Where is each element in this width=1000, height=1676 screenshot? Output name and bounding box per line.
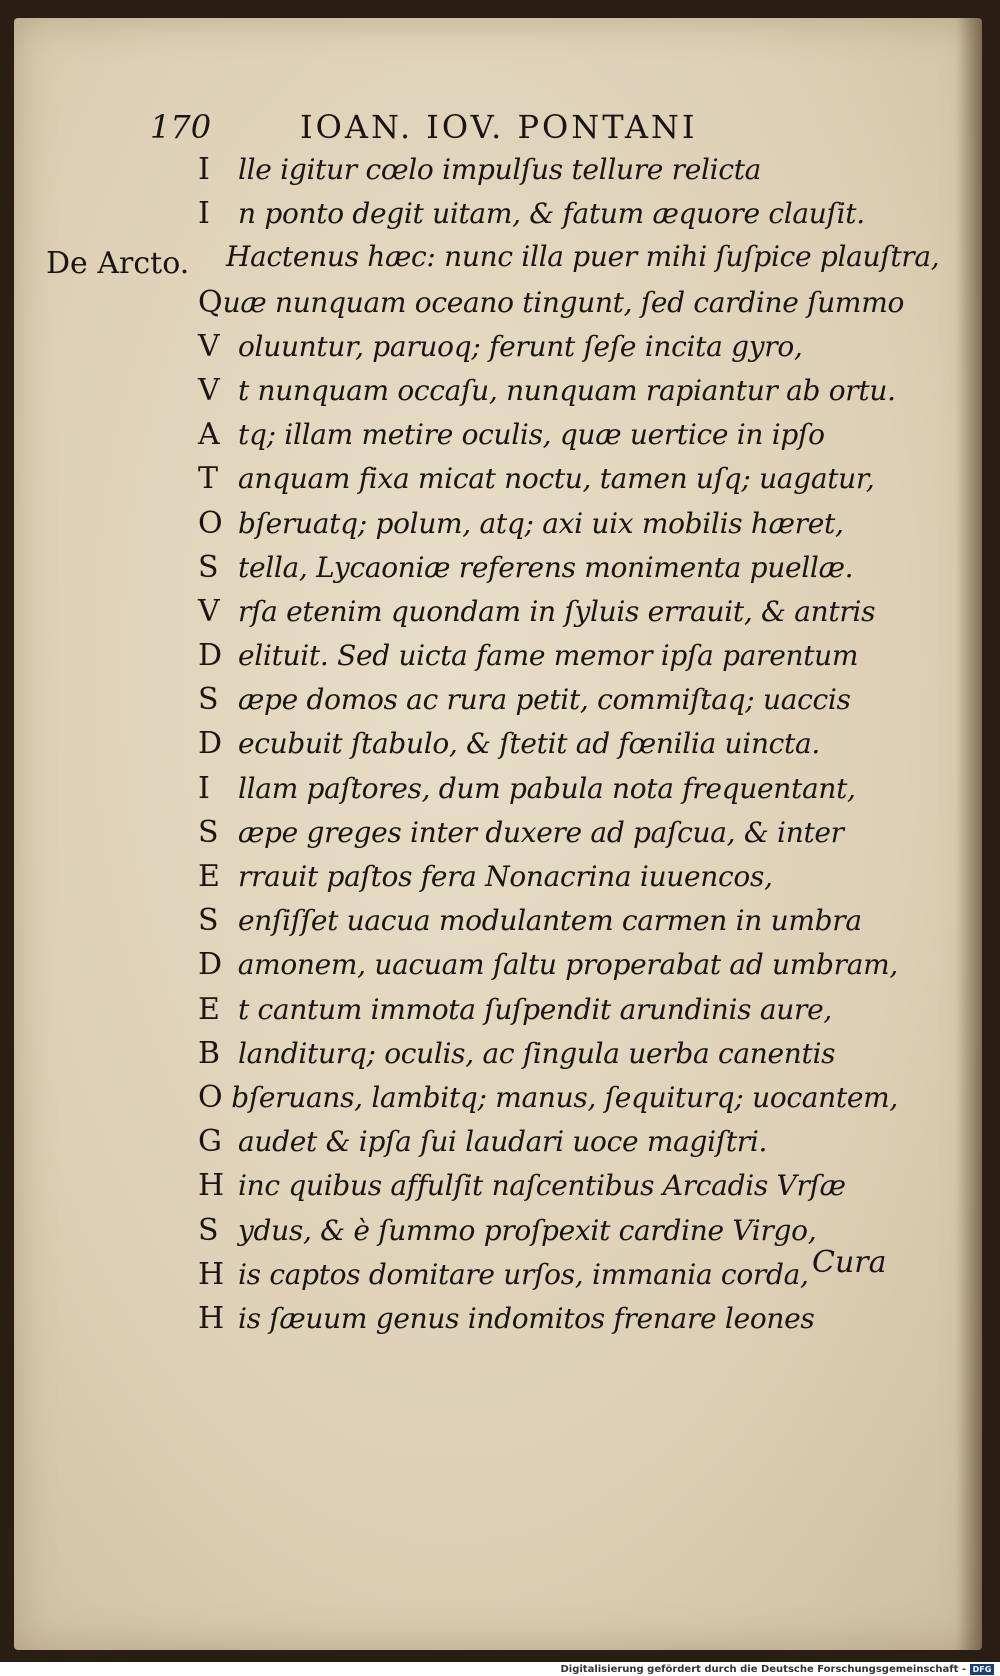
verse-line (198, 240, 940, 284)
verse-text: rſa etenim quondam in ſyluis errauit, & antris (238, 594, 876, 628)
verse-initial: Q (198, 284, 223, 320)
page-gutter-shadow (956, 18, 982, 1650)
verse-initial: I (198, 152, 210, 187)
verse-line (198, 726, 898, 770)
verse-text: amonem, uacuam ſaltu properabat ad umbram, (237, 948, 898, 982)
verse-line (198, 196, 898, 240)
verse-text: landiturq; oculis, ac ſingula uerba canentis (238, 1036, 836, 1070)
verse-text: oluuntur, paruoq; ferunt ſeſe incita gyro, (238, 329, 803, 363)
verse-initial: D (198, 726, 223, 762)
verse-initial: B (198, 1035, 221, 1071)
verse-text: enſiſſet uacua modulantem carmen in umbra (238, 904, 862, 938)
verse-line (198, 947, 898, 991)
verse-line (198, 1213, 898, 1257)
verse-text: æpe greges inter duxere ad paſcua, & inter (238, 815, 844, 849)
verse-initial: A (198, 417, 220, 453)
verse-line (198, 1257, 898, 1301)
verse-text: æpe domos ac rura petit, commiſtaq; uaccis (238, 683, 851, 717)
verse-line (198, 682, 898, 726)
verse-initial: V (198, 593, 220, 629)
verse-text: is captos domitare urſos, immania corda, (238, 1257, 809, 1291)
page-number: 170 (150, 108, 212, 146)
verse-line (198, 329, 898, 373)
verse-initial: V (198, 372, 220, 408)
footer-credit: Digitalisierung gefördert durch die Deutsche Forschungsgemeinschaft - (560, 1664, 966, 1675)
verse-text: Hactenus hæc: nunc illa puer mihi ſuſpice plauſtra, (226, 240, 940, 274)
verse-text: tq; illam metire oculis, quæ uertice in ipſo (238, 418, 825, 452)
verse-text: bſeruatq; polum, atq; axi uix mobilis hæret, (238, 506, 844, 540)
verse-text: audet & ipſa ſui laudari uoce magiſtri. (238, 1125, 768, 1159)
verse-line (198, 638, 898, 682)
verse-line (198, 373, 898, 417)
verse-initial: S (198, 903, 219, 939)
verse-text: lle igitur cœlo impulſus tellure relicta (238, 153, 762, 186)
verse-text: llam paſtores, dum pabula nota frequentant, (238, 771, 856, 805)
verse-text: t cantum immota ſuſpendit arundinis aure, (238, 992, 832, 1026)
verse-line (198, 903, 898, 947)
verse-initial: O (198, 1079, 223, 1115)
dfg-logo-icon: DFG (970, 1664, 994, 1675)
verse-line (198, 992, 898, 1036)
verse-line (198, 771, 898, 815)
footer-bar (0, 1662, 1000, 1676)
verse-line (198, 1124, 898, 1168)
verse-line (198, 1036, 898, 1080)
verse-text: rrauit paſtos fera Nonacrina iuuencos, (238, 860, 773, 893)
verse-line (198, 550, 898, 594)
verse-initial: E (198, 859, 220, 894)
verse-line (198, 594, 898, 638)
verse-line (198, 1168, 898, 1212)
verse-text: tella, Lycaoniæ referens monimenta puellæ. (238, 550, 854, 584)
verse-text: bſeruans, lambitq; manus, ſequiturq; uocantem, (231, 1080, 898, 1114)
verse-initial: E (198, 991, 220, 1027)
verse-line (198, 417, 898, 461)
verse-text: ecubuit ſtabulo, & ſtetit ad fœnilia uincta. (238, 727, 821, 761)
verse-initial: H (198, 1256, 225, 1292)
catchword: Cura (812, 1245, 887, 1280)
page-header (150, 108, 800, 152)
running-head: IOAN. IOV. PONTANI (300, 108, 698, 146)
verse-initial: V (198, 328, 220, 364)
verse-initial: O (198, 505, 223, 541)
verse-text: elituit. Sed uicta fame memor ipſa parentum (238, 639, 859, 673)
verse-initial: S (198, 682, 219, 718)
verse-line (198, 284, 904, 329)
verse-initial: S (198, 1212, 219, 1248)
verse-text: n ponto degit uitam, & fatum æquore clauſit. (238, 197, 865, 231)
verse-line (198, 1080, 898, 1124)
verse-initial: D (198, 947, 223, 983)
verse-line (198, 1301, 898, 1345)
verse-initial: D (198, 638, 223, 674)
verse-text: anquam fixa micat noctu, tamen uſq; uagatur, (238, 462, 875, 496)
verse-text: is ſæuum genus indomitos frenare leones (238, 1301, 815, 1335)
verse-initial: I (198, 770, 210, 806)
verse-initial: S (198, 549, 219, 585)
verse-initial: H (198, 1300, 225, 1336)
verse-line (198, 506, 898, 550)
verse-text: uæ nunquam oceano tingunt, ſed cardine ſummo (222, 285, 904, 319)
margin-note: De Arcto. (46, 246, 190, 281)
verse-initial: H (198, 1168, 225, 1204)
verse-initial: I (198, 196, 210, 232)
verse-initial: T (198, 461, 219, 497)
verse-line (198, 152, 898, 196)
verse-text: t nunquam occaſu, nunquam rapiantur ab ortu. (238, 373, 896, 407)
verse-initial: S (198, 814, 219, 850)
verse-text: ydus, & è ſummo proſpexit cardine Virgo, (238, 1213, 817, 1247)
verse-text: inc quibus affulſit naſcentibus Arcadis Vrſæ (238, 1169, 846, 1203)
verse-line (198, 461, 898, 505)
verse-initial: G (198, 1124, 222, 1160)
verse-line (198, 815, 898, 859)
verse-block (198, 152, 940, 1345)
verse-line (198, 859, 898, 903)
